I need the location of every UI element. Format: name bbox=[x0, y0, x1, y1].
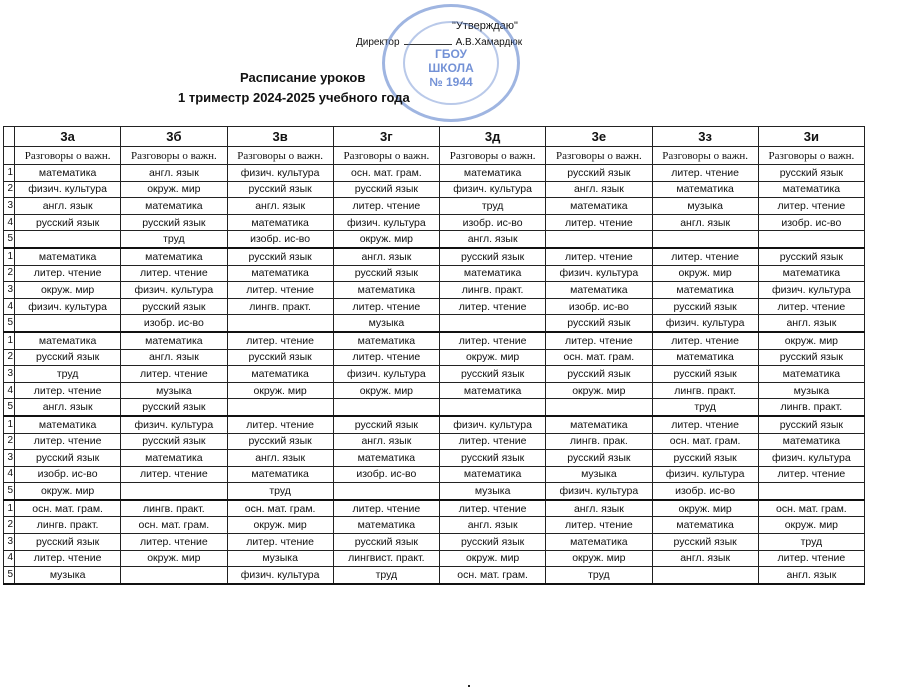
lesson-cell: математика bbox=[652, 349, 758, 366]
lesson-number: 1 bbox=[4, 248, 15, 265]
lesson-cell: англ. язык bbox=[333, 433, 439, 450]
lesson-cell: математика bbox=[333, 517, 439, 534]
lesson-cell bbox=[440, 315, 546, 332]
lesson-cell: труд bbox=[333, 567, 439, 584]
lesson-cell: математика bbox=[121, 198, 227, 215]
lesson-cell: математика bbox=[440, 165, 546, 182]
lesson-cell: русский язык bbox=[758, 349, 864, 366]
lesson-cell: лингв. практ. bbox=[15, 517, 121, 534]
table-row bbox=[4, 298, 865, 315]
lesson-cell: окруж. мир bbox=[333, 231, 439, 248]
table-row bbox=[4, 366, 865, 383]
lesson-cell: математика bbox=[546, 282, 652, 299]
lesson-cell: изобр. ис-во bbox=[652, 483, 758, 500]
lesson-cell: труд bbox=[121, 231, 227, 248]
lesson-number: 4 bbox=[4, 382, 15, 399]
lesson-cell: литер. чтение bbox=[121, 534, 227, 551]
table-row bbox=[4, 332, 865, 349]
lesson-cell: математика bbox=[758, 181, 864, 198]
lesson-cell: математика bbox=[758, 265, 864, 282]
lesson-cell: англ. язык bbox=[440, 517, 546, 534]
lesson-cell: русский язык bbox=[333, 534, 439, 551]
lesson-cell bbox=[652, 231, 758, 248]
lesson-cell bbox=[652, 567, 758, 584]
lesson-cell: изобр. ис-во bbox=[440, 214, 546, 231]
table-row bbox=[4, 466, 865, 483]
stamp-text bbox=[385, 47, 517, 89]
class-header: 3д bbox=[440, 127, 546, 147]
lesson-cell: русский язык bbox=[652, 450, 758, 467]
lesson-cell: изобр. ис-во bbox=[333, 466, 439, 483]
lesson-cell: музыка bbox=[121, 382, 227, 399]
lesson-cell: труд bbox=[15, 366, 121, 383]
lesson-cell: Разговоры о важн. bbox=[652, 147, 758, 165]
table-row bbox=[4, 248, 865, 265]
lesson-number: 3 bbox=[4, 534, 15, 551]
lesson-cell: осн. мат. грам. bbox=[121, 517, 227, 534]
lesson-cell: музыка bbox=[15, 567, 121, 584]
lesson-cell: физич. культура bbox=[227, 567, 333, 584]
lesson-cell: лингв. практ. bbox=[440, 282, 546, 299]
table-row bbox=[4, 433, 865, 450]
lesson-cell: труд bbox=[227, 483, 333, 500]
lesson-cell: англ. язык bbox=[227, 198, 333, 215]
lesson-cell: литер. чтение bbox=[652, 332, 758, 349]
lesson-cell: англ. язык bbox=[440, 231, 546, 248]
table-row bbox=[4, 450, 865, 467]
lesson-cell: литер. чтение bbox=[758, 198, 864, 215]
class-header: 3в bbox=[227, 127, 333, 147]
lesson-cell: математика bbox=[546, 198, 652, 215]
lesson-number: 1 bbox=[4, 416, 15, 433]
table-row bbox=[4, 181, 865, 198]
schedule-table bbox=[3, 126, 865, 585]
lesson-cell: физич. культура bbox=[758, 450, 864, 467]
lesson-cell: литер. чтение bbox=[546, 248, 652, 265]
lesson-cell: труд bbox=[440, 198, 546, 215]
lesson-cell bbox=[15, 315, 121, 332]
lesson-cell: математика bbox=[440, 382, 546, 399]
lesson-cell: окруж. мир bbox=[440, 550, 546, 567]
corner-cell bbox=[4, 127, 15, 147]
lesson-cell: литер. чтение bbox=[121, 366, 227, 383]
lesson-cell: музыка bbox=[546, 466, 652, 483]
lesson-cell bbox=[758, 483, 864, 500]
lesson-cell: русский язык bbox=[758, 416, 864, 433]
lesson-cell: математика bbox=[652, 181, 758, 198]
lesson-cell: труд bbox=[546, 567, 652, 584]
lesson-cell: литер. чтение bbox=[333, 349, 439, 366]
lesson-cell: осн. мат. грам. bbox=[333, 165, 439, 182]
lesson-cell: англ. язык bbox=[121, 165, 227, 182]
lesson-cell: физич. культура bbox=[227, 165, 333, 182]
lesson-cell: осн. мат. грам. bbox=[758, 500, 864, 517]
lesson-cell: англ. язык bbox=[333, 248, 439, 265]
lesson-cell: русский язык bbox=[227, 181, 333, 198]
lesson-cell: русский язык bbox=[758, 248, 864, 265]
lesson-cell: литер. чтение bbox=[15, 265, 121, 282]
lesson-cell: русский язык bbox=[121, 298, 227, 315]
lesson-cell: окруж. мир bbox=[546, 550, 652, 567]
lesson-cell: музыка bbox=[227, 550, 333, 567]
lesson-cell: математика bbox=[227, 466, 333, 483]
lesson-cell: литер. чтение bbox=[546, 517, 652, 534]
lesson-number: 5 bbox=[4, 315, 15, 332]
lesson-number: 2 bbox=[4, 349, 15, 366]
lesson-cell: литер. чтение bbox=[440, 500, 546, 517]
lesson-cell: русский язык bbox=[227, 349, 333, 366]
lesson-cell: русский язык bbox=[333, 265, 439, 282]
lesson-cell: русский язык bbox=[333, 181, 439, 198]
lesson-cell: физич. культура bbox=[440, 181, 546, 198]
lesson-cell: физич. культура bbox=[333, 366, 439, 383]
lesson-cell: литер. чтение bbox=[333, 298, 439, 315]
lesson-cell: литер. чтение bbox=[227, 282, 333, 299]
table-row bbox=[4, 231, 865, 248]
table-row bbox=[4, 483, 865, 500]
lesson-cell: окруж. мир bbox=[227, 382, 333, 399]
lesson-cell: литер. чтение bbox=[227, 416, 333, 433]
lesson-cell: русский язык bbox=[546, 450, 652, 467]
lesson-cell: математика bbox=[758, 366, 864, 383]
lesson-cell: осн. мат. грам. bbox=[15, 500, 121, 517]
lesson-cell: литер. чтение bbox=[333, 198, 439, 215]
lesson-cell: физич. культура bbox=[546, 483, 652, 500]
lesson-cell: физич. культура bbox=[652, 315, 758, 332]
stamp-line: ШКОЛА bbox=[428, 61, 474, 75]
lesson-cell: русский язык bbox=[652, 534, 758, 551]
lesson-cell: русский язык bbox=[227, 248, 333, 265]
lesson-cell: математика bbox=[227, 214, 333, 231]
lesson-cell: литер. чтение bbox=[652, 165, 758, 182]
approval-title: "Утверждаю" bbox=[452, 20, 518, 32]
class-header: 3а bbox=[15, 127, 121, 147]
lesson-number: 4 bbox=[4, 550, 15, 567]
lesson-cell: литер. чтение bbox=[227, 534, 333, 551]
lesson-cell: физич. культура bbox=[333, 214, 439, 231]
lesson-cell: труд bbox=[652, 399, 758, 416]
lesson-number: 3 bbox=[4, 198, 15, 215]
table-row bbox=[4, 399, 865, 416]
stamp-line: ГБОУ bbox=[435, 47, 467, 61]
table-row bbox=[4, 550, 865, 567]
lesson-cell: математика bbox=[333, 282, 439, 299]
lesson-cell: окруж. мир bbox=[546, 382, 652, 399]
table-row bbox=[4, 517, 865, 534]
lesson-cell bbox=[546, 231, 652, 248]
class-header-row bbox=[4, 127, 865, 147]
lesson-cell: изобр. ис-во bbox=[758, 214, 864, 231]
lesson-cell: Разговоры о важн. bbox=[546, 147, 652, 165]
lesson-cell bbox=[333, 483, 439, 500]
lesson-cell: литер. чтение bbox=[546, 332, 652, 349]
table-row bbox=[4, 165, 865, 182]
lesson-cell: лингв. практ. bbox=[121, 500, 227, 517]
lesson-cell: литер. чтение bbox=[546, 214, 652, 231]
lesson-cell: русский язык bbox=[121, 433, 227, 450]
lesson-cell: окруж. мир bbox=[15, 282, 121, 299]
lesson-number: 3 bbox=[4, 450, 15, 467]
lesson-cell: окруж. мир bbox=[121, 550, 227, 567]
lesson-cell: физич. культура bbox=[546, 265, 652, 282]
lesson-number: 2 bbox=[4, 265, 15, 282]
lesson-cell bbox=[121, 567, 227, 584]
lesson-cell: изобр. ис-во bbox=[227, 231, 333, 248]
lesson-cell: русский язык bbox=[440, 450, 546, 467]
lesson-cell: окруж. мир bbox=[227, 517, 333, 534]
table-row bbox=[4, 500, 865, 517]
lesson-cell: русский язык bbox=[15, 534, 121, 551]
table-row bbox=[4, 282, 865, 299]
lesson-cell: англ. язык bbox=[652, 214, 758, 231]
lesson-number: 4 bbox=[4, 298, 15, 315]
lesson-cell bbox=[15, 231, 121, 248]
lesson-cell: изобр. ис-во bbox=[15, 466, 121, 483]
lesson-cell: математика bbox=[652, 282, 758, 299]
lesson-cell: русский язык bbox=[546, 366, 652, 383]
lesson-cell: математика bbox=[652, 517, 758, 534]
lesson-cell: литер. чтение bbox=[440, 298, 546, 315]
lesson-cell bbox=[333, 399, 439, 416]
lesson-cell: осн. мат. грам. bbox=[227, 500, 333, 517]
director-label: Директор bbox=[356, 37, 400, 48]
page-subtitle: 1 триместр 2024-2025 учебного года bbox=[178, 90, 410, 105]
lesson-number: 2 bbox=[4, 433, 15, 450]
lesson-cell: математика bbox=[15, 248, 121, 265]
lesson-number: 4 bbox=[4, 214, 15, 231]
table-row bbox=[4, 534, 865, 551]
lesson-cell: математика bbox=[121, 450, 227, 467]
lesson-cell: математика bbox=[440, 466, 546, 483]
stamp-line: № 1944 bbox=[429, 75, 473, 89]
lesson-cell: англ. язык bbox=[121, 349, 227, 366]
lesson-cell: литер. чтение bbox=[15, 550, 121, 567]
class-header: 3з bbox=[652, 127, 758, 147]
lesson-cell: математика bbox=[15, 332, 121, 349]
lesson-cell: русский язык bbox=[121, 399, 227, 416]
class-header: 3г bbox=[333, 127, 439, 147]
table-row bbox=[4, 315, 865, 332]
lesson-cell: физич. культура bbox=[121, 282, 227, 299]
lesson-cell: окруж. мир bbox=[440, 349, 546, 366]
lesson-cell: англ. язык bbox=[546, 500, 652, 517]
first-lesson-row bbox=[4, 147, 865, 165]
lesson-cell: русский язык bbox=[440, 366, 546, 383]
lesson-cell: математика bbox=[227, 366, 333, 383]
lesson-cell: математика bbox=[333, 332, 439, 349]
lesson-cell: математика bbox=[440, 265, 546, 282]
lesson-cell: русский язык bbox=[440, 534, 546, 551]
table-row bbox=[4, 265, 865, 282]
lesson-number: 5 bbox=[4, 231, 15, 248]
lesson-cell: физич. культура bbox=[15, 298, 121, 315]
lesson-cell: физич. культура bbox=[121, 416, 227, 433]
lesson-cell bbox=[546, 399, 652, 416]
lesson-cell: Разговоры о важн. bbox=[121, 147, 227, 165]
lesson-cell: литер. чтение bbox=[121, 466, 227, 483]
lesson-cell: окруж. мир bbox=[758, 332, 864, 349]
lesson-cell: англ. язык bbox=[546, 181, 652, 198]
lesson-number bbox=[4, 147, 15, 165]
lesson-number: 5 bbox=[4, 483, 15, 500]
lesson-cell: физич. культура bbox=[440, 416, 546, 433]
lesson-cell: труд bbox=[758, 534, 864, 551]
table-row bbox=[4, 198, 865, 215]
lesson-cell: музыка bbox=[652, 198, 758, 215]
lesson-cell bbox=[440, 399, 546, 416]
lesson-cell: англ. язык bbox=[758, 315, 864, 332]
lesson-cell: математика bbox=[121, 332, 227, 349]
lesson-cell: русский язык bbox=[546, 315, 652, 332]
lesson-cell: окруж. мир bbox=[121, 181, 227, 198]
lesson-number: 1 bbox=[4, 165, 15, 182]
lesson-cell: русский язык bbox=[652, 366, 758, 383]
lesson-cell: окруж. мир bbox=[15, 483, 121, 500]
lesson-cell: литер. чтение bbox=[440, 332, 546, 349]
class-header: 3е bbox=[546, 127, 652, 147]
lesson-cell: математика bbox=[758, 433, 864, 450]
lesson-cell: физич. культура bbox=[15, 181, 121, 198]
lesson-cell: литер. чтение bbox=[121, 265, 227, 282]
lesson-cell: русский язык bbox=[121, 214, 227, 231]
lesson-cell bbox=[227, 399, 333, 416]
lesson-cell: физич. культура bbox=[758, 282, 864, 299]
lesson-cell: англ. язык bbox=[15, 399, 121, 416]
class-header: 3б bbox=[121, 127, 227, 147]
lesson-cell: Разговоры о важн. bbox=[333, 147, 439, 165]
lesson-cell: англ. язык bbox=[652, 550, 758, 567]
lesson-cell: музыка bbox=[440, 483, 546, 500]
lesson-cell: Разговоры о важн. bbox=[758, 147, 864, 165]
class-header: 3и bbox=[758, 127, 864, 147]
lesson-cell: англ. язык bbox=[758, 567, 864, 584]
lesson-cell bbox=[121, 483, 227, 500]
lesson-cell: литер. чтение bbox=[758, 298, 864, 315]
lesson-cell: математика bbox=[15, 165, 121, 182]
lesson-cell: англ. язык bbox=[15, 198, 121, 215]
lesson-cell: лингв. прак. bbox=[546, 433, 652, 450]
lesson-cell: русский язык bbox=[15, 349, 121, 366]
lesson-cell: математика bbox=[333, 450, 439, 467]
lesson-cell: осн. мат. грам. bbox=[546, 349, 652, 366]
lesson-cell: математика bbox=[546, 534, 652, 551]
page-title: Расписание уроков bbox=[240, 70, 366, 85]
lesson-cell bbox=[758, 231, 864, 248]
lesson-cell: Разговоры о важн. bbox=[440, 147, 546, 165]
lesson-number: 1 bbox=[4, 500, 15, 517]
lesson-number: 3 bbox=[4, 282, 15, 299]
lesson-cell: музыка bbox=[333, 315, 439, 332]
scan-dot bbox=[468, 685, 470, 687]
lesson-cell: литер. чтение bbox=[333, 500, 439, 517]
lesson-cell: лингвист. практ. bbox=[333, 550, 439, 567]
lesson-cell: изобр. ис-во bbox=[546, 298, 652, 315]
lesson-cell: лингв. практ. bbox=[758, 399, 864, 416]
table-row bbox=[4, 214, 865, 231]
lesson-cell: литер. чтение bbox=[652, 416, 758, 433]
lesson-cell: окруж. мир bbox=[652, 265, 758, 282]
lesson-number: 2 bbox=[4, 181, 15, 198]
lesson-cell: математика bbox=[15, 416, 121, 433]
lesson-cell: литер. чтение bbox=[758, 466, 864, 483]
table-row bbox=[4, 567, 865, 584]
lesson-cell: литер. чтение bbox=[652, 248, 758, 265]
lesson-cell: русский язык bbox=[440, 248, 546, 265]
lesson-cell: осн. мат. грам. bbox=[440, 567, 546, 584]
lesson-cell: русский язык bbox=[227, 433, 333, 450]
lesson-cell: русский язык bbox=[333, 416, 439, 433]
table-row bbox=[4, 382, 865, 399]
lesson-cell: окруж. мир bbox=[652, 500, 758, 517]
lesson-cell: англ. язык bbox=[227, 450, 333, 467]
lesson-number: 4 bbox=[4, 466, 15, 483]
lesson-cell: лингв. практ. bbox=[652, 382, 758, 399]
lesson-cell: литер. чтение bbox=[440, 433, 546, 450]
lesson-cell: русский язык bbox=[15, 450, 121, 467]
lesson-cell: русский язык bbox=[758, 165, 864, 182]
lesson-number: 1 bbox=[4, 332, 15, 349]
lesson-cell: музыка bbox=[758, 382, 864, 399]
lesson-cell: окруж. мир bbox=[333, 382, 439, 399]
lesson-cell bbox=[227, 315, 333, 332]
lesson-cell: Разговоры о важн. bbox=[15, 147, 121, 165]
lesson-cell: лингв. практ. bbox=[227, 298, 333, 315]
lesson-cell: литер. чтение bbox=[15, 433, 121, 450]
lesson-cell: изобр. ис-во bbox=[121, 315, 227, 332]
lesson-number: 5 bbox=[4, 567, 15, 584]
lesson-cell: математика bbox=[121, 248, 227, 265]
lesson-cell: русский язык bbox=[15, 214, 121, 231]
lesson-cell: физич. культура bbox=[652, 466, 758, 483]
lesson-cell: русский язык bbox=[546, 165, 652, 182]
lesson-number: 3 bbox=[4, 366, 15, 383]
lesson-number: 2 bbox=[4, 517, 15, 534]
lesson-cell: осн. мат. грам. bbox=[652, 433, 758, 450]
lesson-cell: русский язык bbox=[652, 298, 758, 315]
lesson-cell: Разговоры о важн. bbox=[227, 147, 333, 165]
lesson-cell: математика bbox=[227, 265, 333, 282]
table-row bbox=[4, 416, 865, 433]
lesson-cell: литер. чтение bbox=[15, 382, 121, 399]
director-name: А.В.Хамардюк bbox=[455, 37, 523, 48]
lesson-cell: окруж. мир bbox=[758, 517, 864, 534]
lesson-cell: литер. чтение bbox=[227, 332, 333, 349]
lesson-cell: литер. чтение bbox=[758, 550, 864, 567]
table-row bbox=[4, 349, 865, 366]
lesson-cell: математика bbox=[546, 416, 652, 433]
lesson-number: 5 bbox=[4, 399, 15, 416]
